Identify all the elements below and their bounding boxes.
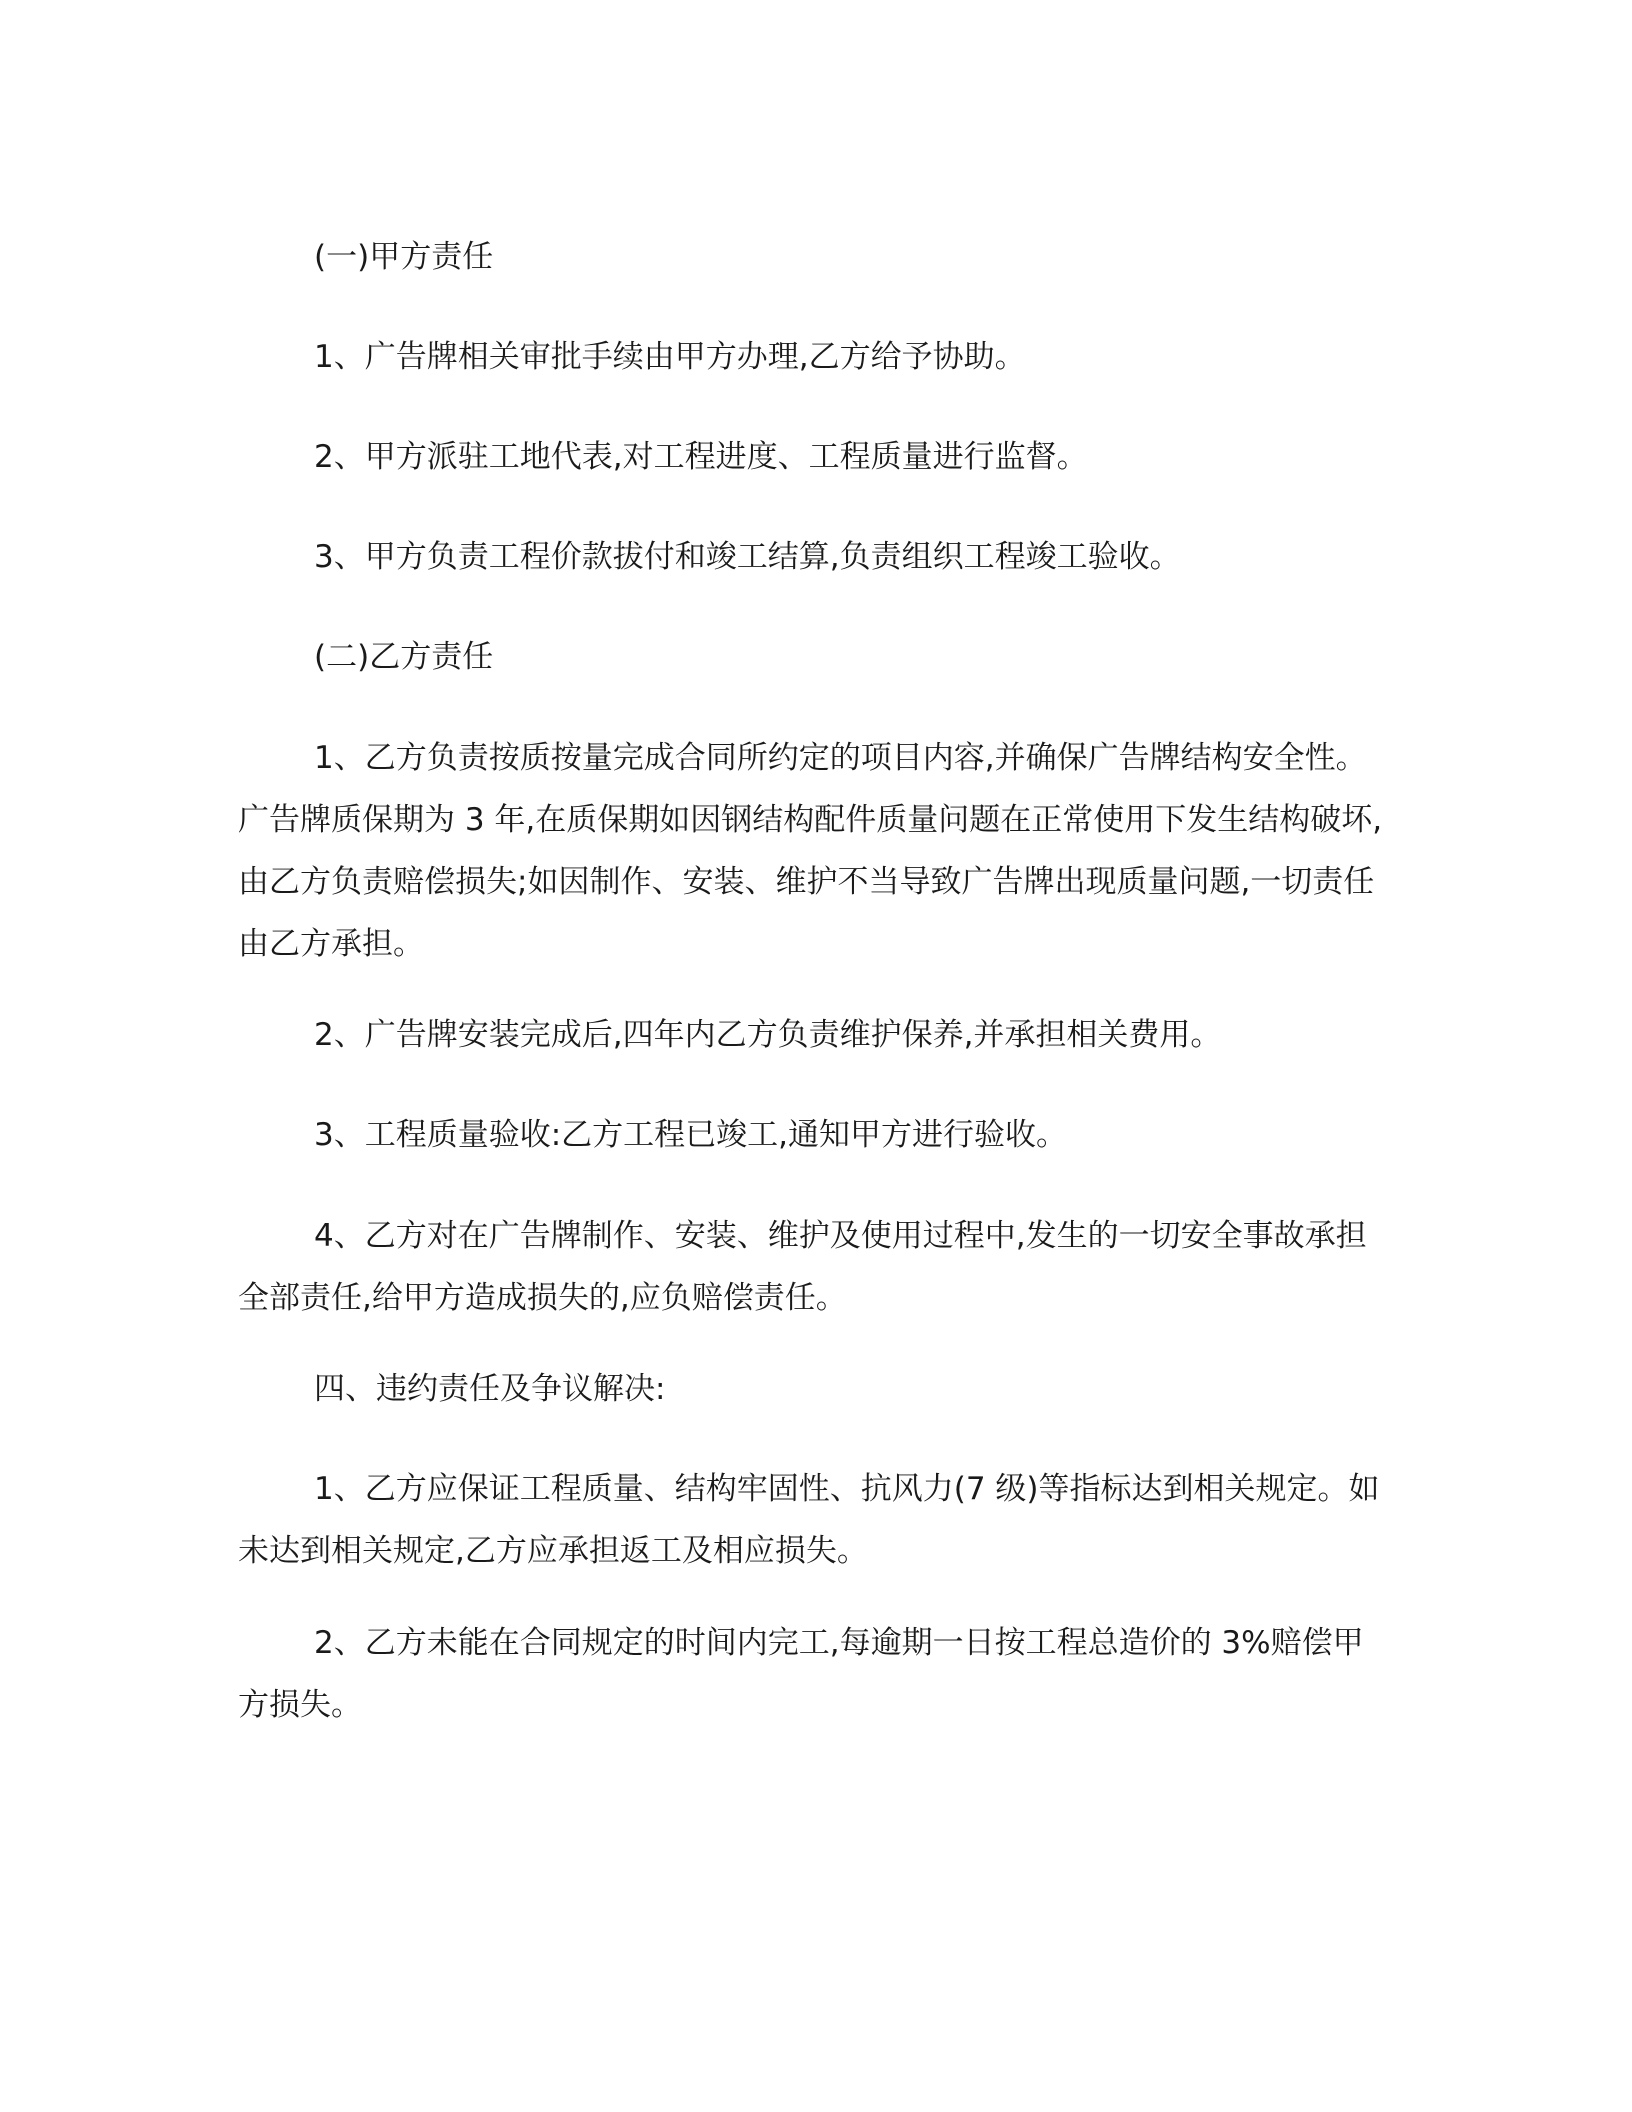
paragraph: 3、甲方负责工程价款拔付和竣工结算,负责组织工程竣工验收。: [314, 539, 1181, 575]
section-heading-breach: 四、违约责任及争议解决:: [314, 1371, 666, 1407]
paragraph: 2、广告牌安装完成后,四年内乙方负责维护保养,并承担相关费用。: [314, 1017, 1222, 1053]
paragraph: 1、乙方负责按质按量完成合同所约定的项目内容,并确保广告牌结构安全性。广告牌质保期为 3 年,在质保期如因钢结构配件质量问题在正常使用下发生结构破坏,由乙方负责赔偿损失;如因制作、安装、维护不当导致广告牌出现质量问题,一切责任由乙方承担。: [238, 740, 1383, 962]
paragraph: 4、乙方对在广告牌制作、安装、维护及使用过程中,发生的一切安全事故承担全部责任,给甲方造成损失的,应负赔偿责任。: [238, 1218, 1367, 1316]
paragraph: 2、乙方未能在合同规定的时间内完工,每逾期一日按工程总造价的 3%赔偿甲方损失。: [238, 1625, 1364, 1723]
paragraph: 2、甲方派驻工地代表,对工程进度、工程质量进行监督。: [314, 439, 1088, 475]
paragraph: 1、乙方应保证工程质量、结构牢固性、抗风力(7 级)等指标达到相关规定。如未达到相关规定,乙方应承担返工及相应损失。: [238, 1471, 1380, 1569]
paragraph: 3、工程质量验收:乙方工程已竣工,通知甲方进行验收。: [314, 1117, 1068, 1153]
section-heading-party-b: (二)乙方责任: [314, 639, 494, 675]
paragraph: 1、广告牌相关审批手续由甲方办理,乙方给予协助。: [314, 339, 1026, 375]
section-heading-party-a: (一)甲方责任: [314, 239, 494, 275]
